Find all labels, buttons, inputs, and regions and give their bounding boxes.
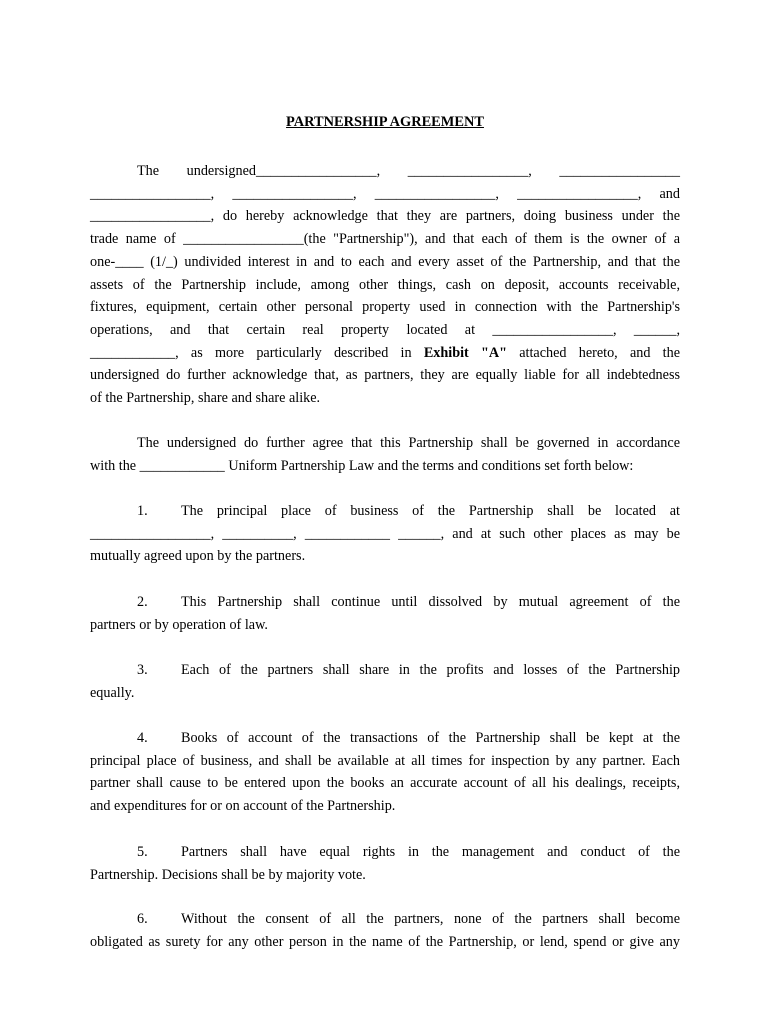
clause-number: 3.	[137, 662, 148, 678]
clause-4	[90, 727, 680, 818]
clause-number: 2.	[137, 594, 148, 610]
clause-line: 6. Without the consent of all the partners, none of the partners shall become	[90, 908, 680, 931]
governed-line: with the ____________ Uniform Partnership Law and the terms and conditions set forth below:	[90, 457, 634, 474]
clause-number: 6.	[137, 911, 148, 927]
clause-line: 2. This Partnership shall continue until dissolved by mutual agreement of the	[90, 591, 680, 614]
clause-line: principal place of business, and shall be available at all times for inspection by any partner. Each	[90, 752, 680, 769]
clause-line: partner shall cause to be entered upon the books an accurate account of all his dealings, receipts,	[90, 775, 680, 792]
document-title: PARTNERSHIP AGREEMENT	[286, 114, 484, 130]
clause-line: and expenditures for or on account of the Partnership.	[90, 798, 396, 815]
intro-line: trade name of _________________(the "Partnership"), and that each of them is the owner of a	[90, 231, 680, 248]
intro-paragraph	[90, 160, 680, 410]
clause-line: 4. Books of account of the transactions of the Partnership shall be kept at the	[90, 727, 680, 750]
clause-2	[90, 591, 680, 636]
clause-1	[90, 500, 680, 568]
clause-line: equally.	[90, 684, 135, 701]
intro-line: operations, and that certain real property located at _________________, ______,	[90, 321, 680, 338]
intro-line: one-____ (1/_) undivided interest in and to each and every asset of the Partnership, and that the	[90, 253, 680, 270]
clause-line: _________________, __________, ____________ ______, and at such other places as may be	[90, 525, 680, 542]
clause-line: 5. Partners shall have equal rights in the management and conduct of the	[90, 841, 680, 864]
intro-line: assets of the Partnership include, among other things, cash on deposit, accounts receivable,	[90, 276, 680, 293]
clause-number: 4.	[137, 730, 148, 746]
intro-line-exhibit: ____________, as more particularly described in Exhibit "A" attached hereto, and the	[90, 344, 680, 361]
governed-line: The undersigned do further agree that this Partnership shall be governed in accordance	[137, 435, 680, 451]
clause-line: mutually agreed upon by the partners.	[90, 548, 306, 565]
governed-paragraph	[90, 432, 680, 477]
clause-6	[90, 908, 680, 953]
intro-line: fixtures, equipment, certain other personal property used in connection with the Partnership's	[90, 299, 680, 316]
clause-line: 1. The principal place of business of the Partnership shall be located at	[90, 500, 680, 523]
intro-line: The undersigned_________________, _________________, _________________	[137, 163, 680, 179]
exhibit-reference: Exhibit "A"	[423, 344, 507, 361]
clause-number: 5.	[137, 844, 148, 860]
clause-number: 1.	[137, 503, 148, 519]
intro-line: _________________, do hereby acknowledge that they are partners, doing business under the	[90, 208, 680, 225]
intro-line: undersigned do further acknowledge that, as partners, they are equally liable for all indebtedness	[90, 367, 680, 384]
clause-3	[90, 659, 680, 704]
intro-line: of the Partnership, share and share alike.	[90, 390, 321, 407]
clause-line: Partnership. Decisions shall be by majority vote.	[90, 866, 366, 883]
clause-5	[90, 841, 680, 886]
clause-line: obligated as surety for any other person in the name of the Partnership, or lend, spend or give any	[90, 933, 680, 950]
intro-line: _________________, _________________, _________________, _________________, and	[90, 185, 680, 202]
clause-line: partners or by operation of law.	[90, 616, 268, 633]
clause-line: 3. Each of the partners shall share in the profits and losses of the Partnership	[90, 659, 680, 682]
